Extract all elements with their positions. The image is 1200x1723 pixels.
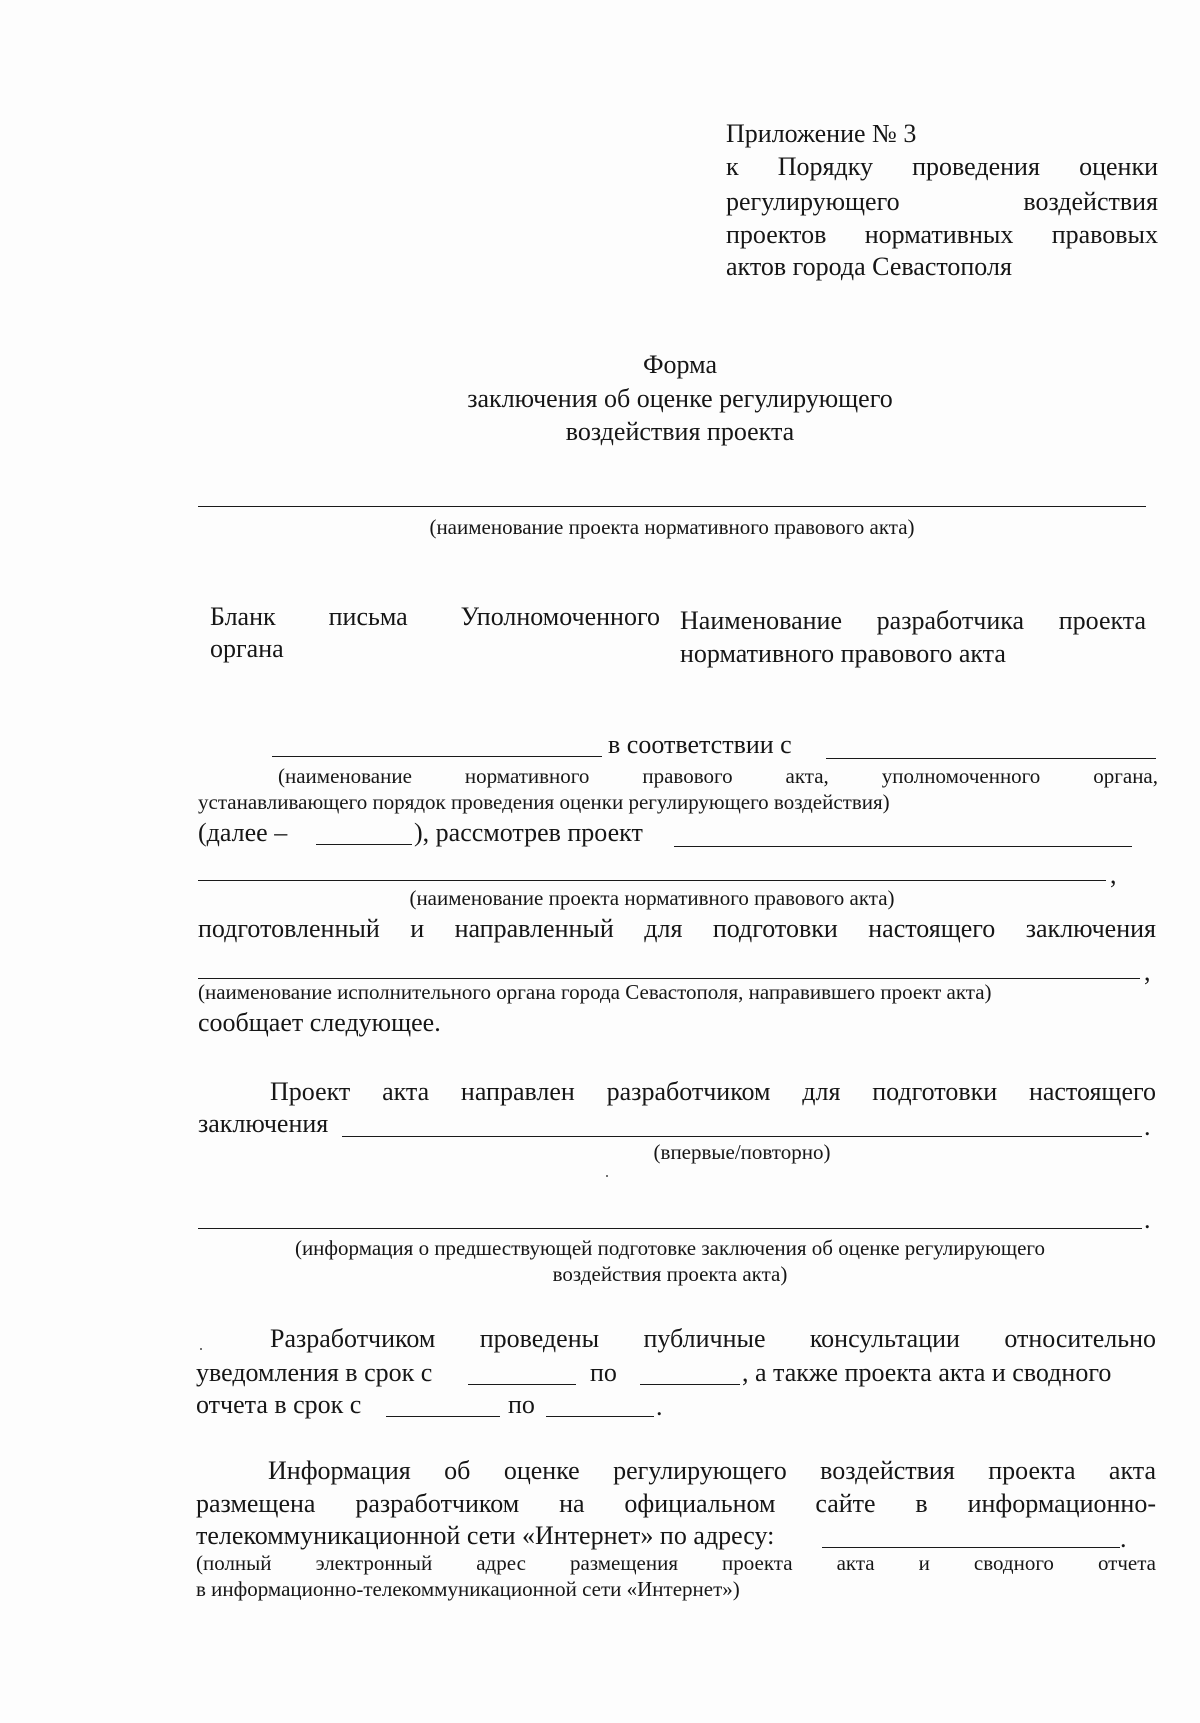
- authorized-body-blank: [272, 756, 602, 757]
- reports-following-text: сообщает следующее.: [198, 1008, 441, 1037]
- sent-by-developer-text: Проект акта направлен разработчиком для подготовки настоящего: [270, 1077, 1156, 1106]
- first-time-repeat-period: .: [1144, 1112, 1151, 1141]
- notice-to-blank: [640, 1384, 740, 1385]
- previous-preparation-period: .: [1144, 1205, 1151, 1234]
- letterhead-line-1: Бланк письма Уполномоченного: [210, 602, 660, 631]
- reviewed-project-blank: [674, 846, 1132, 847]
- report-from-blank: [386, 1416, 500, 1417]
- authorized-body-caption-2: устанавливающего порядок проведения оценки регулирующего воздействия): [198, 790, 890, 814]
- normative-act-blank: [826, 758, 1156, 759]
- in-accordance-text: в соответствии с: [608, 730, 792, 759]
- reviewed-project-blank-2: [198, 880, 1106, 881]
- first-time-repeat-blank: [342, 1136, 1142, 1137]
- reviewed-project-caption: (наименование проекта нормативного правового акта): [409, 886, 895, 910]
- website-address-period: .: [1120, 1524, 1127, 1553]
- conclusion-word: заключения: [198, 1109, 329, 1138]
- first-time-repeat-caption: (впервые/повторно): [653, 1140, 831, 1164]
- form-title-line-2: заключения об оценке регулирующего: [467, 384, 893, 413]
- project-name-caption: (наименование проекта нормативного правового акта): [429, 515, 915, 539]
- website-address-caption-2: в информационно-телекоммуникационной сети «Интернет»): [196, 1577, 740, 1601]
- reviewed-project-comma: ,: [1110, 860, 1117, 889]
- appendix-line-2: регулирующего воздействия: [726, 187, 1158, 216]
- report-to-blank: [546, 1416, 654, 1417]
- previous-preparation-blank: [198, 1228, 1142, 1229]
- developer-line-2: нормативного правового акта: [680, 639, 1006, 668]
- report-period-prefix: отчета в срок с: [196, 1390, 362, 1419]
- public-consultations-text: Разработчиком проведены публичные консультации относительно: [270, 1324, 1156, 1353]
- letterhead-line-2: органа: [210, 634, 284, 663]
- executive-body-caption: (наименование исполнительного органа города Севастополя, направившего проект акта): [198, 980, 992, 1004]
- hereinafter-suffix: ), рассмотрев проект: [414, 818, 643, 847]
- report-period-end: .: [656, 1392, 663, 1421]
- form-title-line-1: Форма: [643, 350, 717, 379]
- executive-body-blank: [198, 978, 1140, 979]
- developer-line-1: Наименование разработчика проекта: [680, 606, 1146, 635]
- appendix-title: Приложение № 3: [726, 119, 917, 148]
- appendix-line-3: проектов нормативных правовых: [726, 220, 1158, 249]
- notice-from-blank: [468, 1384, 576, 1385]
- notice-period-suffix: , а также проекта акта и сводного: [742, 1358, 1112, 1387]
- authorized-body-caption-1: (наименование нормативного правового акта, уполномоченного органа,: [278, 764, 1158, 788]
- appendix-line-4: актов города Севастополя: [726, 252, 1012, 281]
- ria-info-line-2: размещена разработчиком на официальном сайте в информационно-: [196, 1489, 1156, 1518]
- notice-to-word: по: [590, 1358, 617, 1387]
- executive-body-comma: ,: [1144, 957, 1151, 986]
- ria-info-line-3: телекоммуникационной сети «Интернет» по адресу:: [196, 1521, 775, 1550]
- appendix-line-1: к Порядку проведения оценки: [726, 152, 1158, 181]
- previous-preparation-caption-1: (информация о предшествующей подготовке заключения об оценке регулирующего: [294, 1236, 1046, 1260]
- notice-period-prefix: уведомления в срок с: [196, 1358, 433, 1387]
- hereinafter-blank: [316, 844, 412, 845]
- scan-speck: [606, 1175, 608, 1177]
- prepared-text: подготовленный и направленный для подготовки настоящего заключения: [198, 914, 1156, 943]
- hereinafter-prefix: (далее –: [198, 818, 288, 847]
- project-name-blank: [198, 506, 1146, 507]
- form-title-line-3: воздействия проекта: [565, 417, 795, 446]
- website-address-caption-1: (полный электронный адрес размещения проекта акта и сводного отчета: [196, 1551, 1156, 1575]
- website-address-blank: [822, 1547, 1120, 1548]
- report-to-word: по: [508, 1390, 535, 1419]
- previous-preparation-caption-2: воздействия проекта акта): [552, 1262, 788, 1286]
- ria-info-line-1: Информация об оценке регулирующего воздействия проекта акта: [268, 1456, 1156, 1485]
